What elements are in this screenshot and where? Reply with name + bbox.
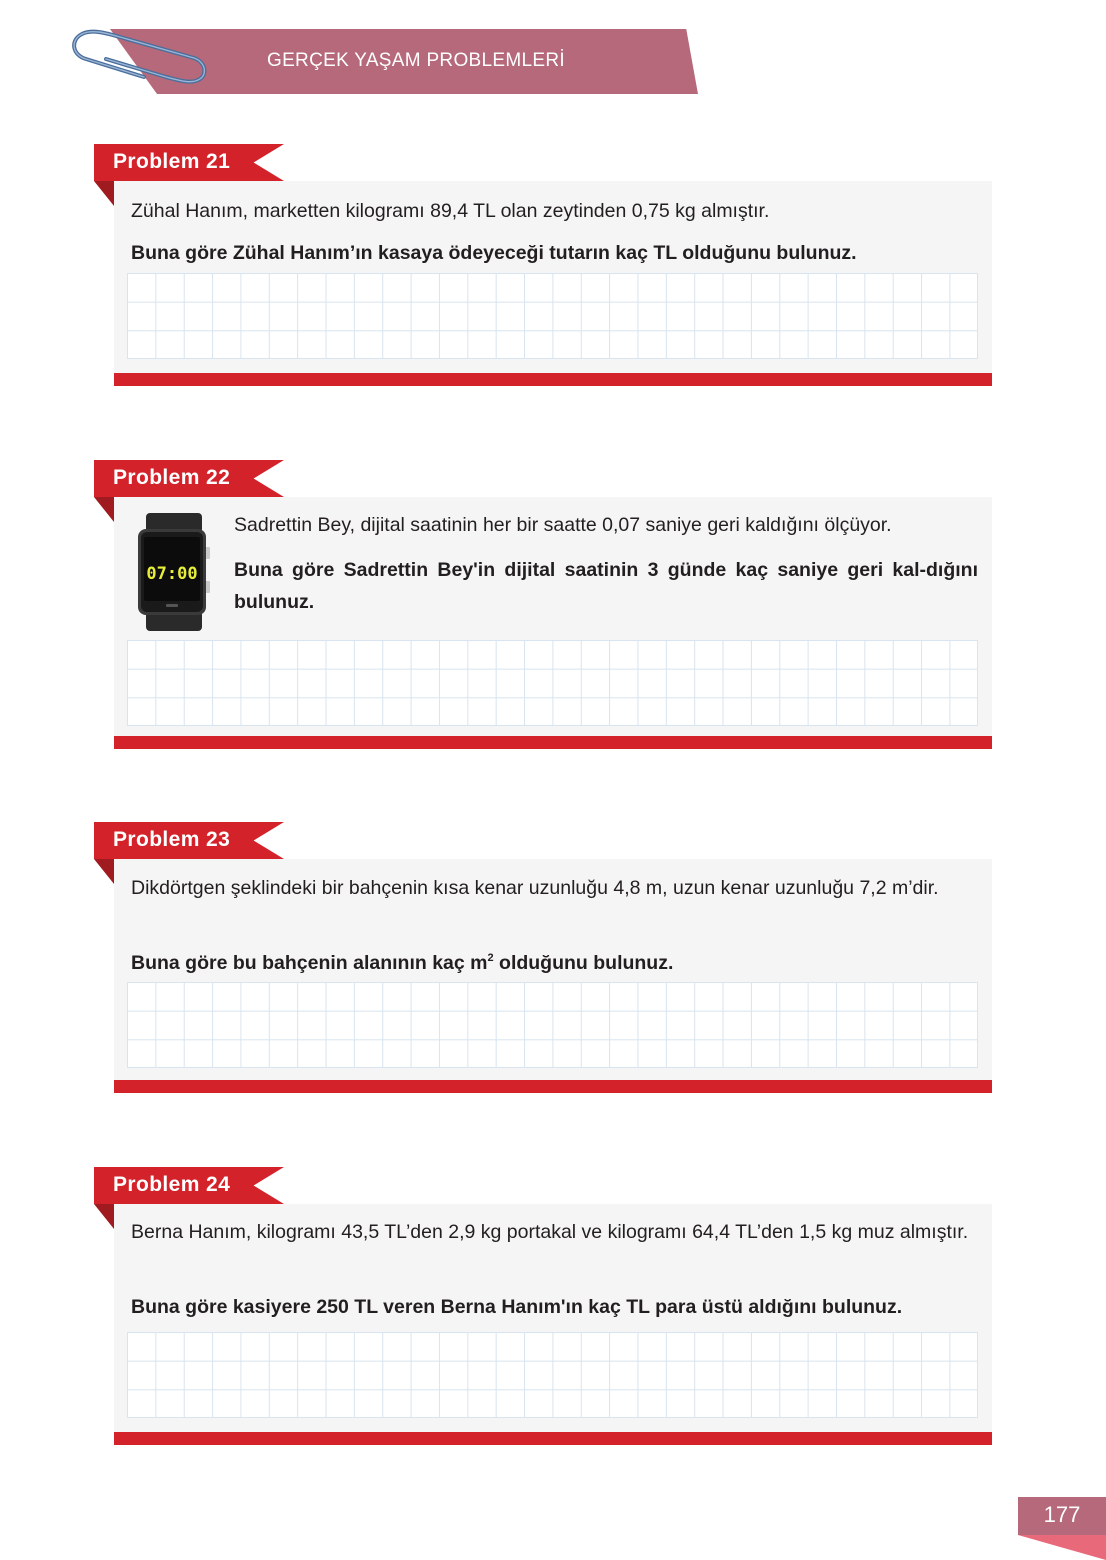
answer-grid[interactable] <box>127 640 978 726</box>
watch-display: 07:00 <box>146 564 198 584</box>
card-bottom-bar <box>114 1080 992 1093</box>
question-text: Buna göre bu bahçenin alanının kaç m <box>131 952 488 974</box>
problem-label: Problem 21 <box>113 150 231 173</box>
problem-tag-fold <box>94 181 114 206</box>
problem-question <box>131 947 978 979</box>
problem-tag-fold <box>94 1204 114 1229</box>
paperclip-icon <box>66 22 216 92</box>
problem-question: Buna göre Zühal Hanım’ın kasaya ödeyeceği tutarın kaç TL olduğunu bulunuz. <box>131 242 857 264</box>
card-bottom-bar <box>114 736 992 749</box>
question-superscript: 2 <box>487 952 494 964</box>
problem-label: Problem 24 <box>113 1173 231 1196</box>
problem-label: Problem 22 <box>113 466 231 489</box>
problem-label: Problem 23 <box>113 828 231 851</box>
problem-statement: Berna Hanım, kilogramı 43,5 TL’den 2,9 kg portakal ve kilogramı 64,4 TL’den 1,5 kg muz almıştır. <box>131 1221 969 1243</box>
answer-grid[interactable] <box>127 982 978 1068</box>
page-number-fold <box>1018 1535 1106 1560</box>
problem-tag-fold <box>94 497 114 522</box>
page-title: GERÇEK YAŞAM PROBLEMLERİ <box>267 50 565 71</box>
problem-question: Buna göre Sadrettin Bey'in dijital saatinin 3 günde kaç saniye geri kal-dığını bulunuz. <box>234 559 978 613</box>
answer-grid[interactable] <box>127 1332 978 1418</box>
problem-statement: Sadrettin Bey, dijital saatinin her bir saatte 0,07 saniye geri kaldığını ölçüyor. <box>234 514 892 536</box>
problem-tag-fold <box>94 859 114 884</box>
card-bottom-bar <box>114 373 992 386</box>
smartwatch-image <box>136 513 212 631</box>
problem-statement: Zühal Hanım, marketten kilogramı 89,4 TL olan zeytinden 0,75 kg almıştır. <box>131 200 770 222</box>
problem-statement: Dikdörtgen şeklindeki bir bahçenin kısa kenar uzunluğu 4,8 m, uzun kenar uzunluğu 7,2 m’dir. <box>131 877 939 899</box>
question-text-end: olduğunu bulunuz. <box>493 952 674 974</box>
card-bottom-bar <box>114 1432 992 1445</box>
page-number: 177 <box>1043 1502 1081 1527</box>
answer-grid[interactable] <box>127 273 978 359</box>
problem-question: Buna göre kasiyere 250 TL veren Berna Hanım'ın kaç TL para üstü aldığını bulunuz. <box>131 1296 903 1318</box>
